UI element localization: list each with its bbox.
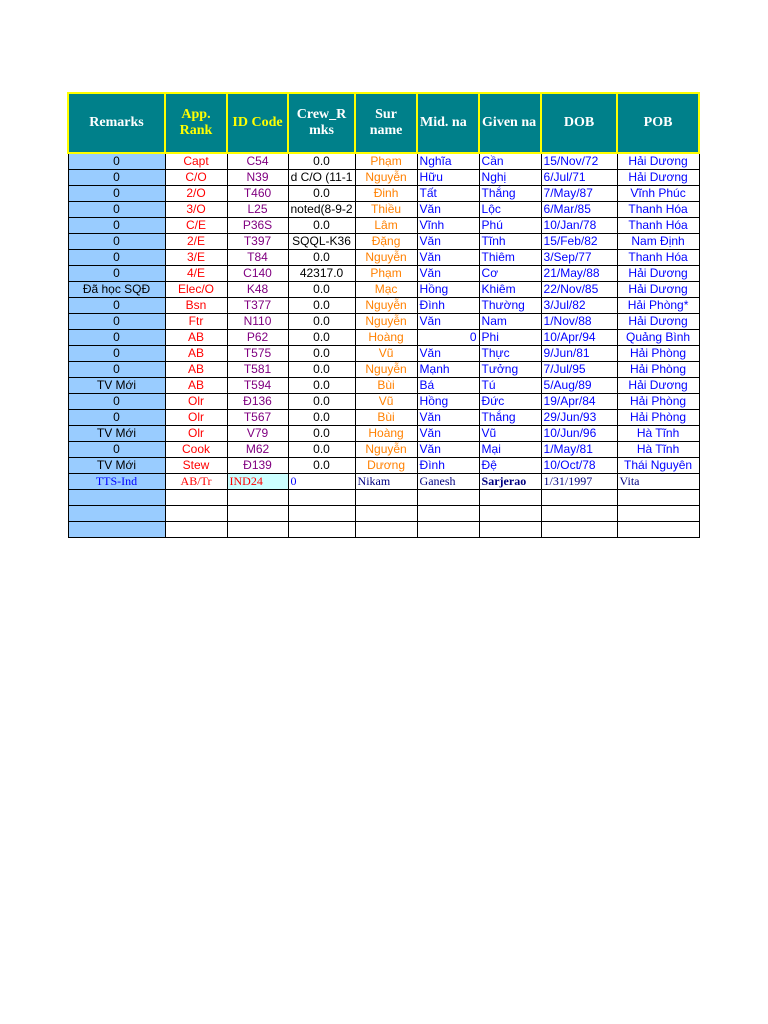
- remarks-cell[interactable]: 0: [68, 170, 165, 186]
- crew-row: [68, 378, 699, 394]
- surname-cell[interactable]: Nguyễn: [355, 362, 417, 378]
- rank-cell[interactable]: 3/O: [165, 202, 227, 218]
- middle-name-cell[interactable]: 0: [417, 330, 479, 346]
- empty-row: [68, 506, 699, 522]
- remarks-cell[interactable]: 0: [68, 346, 165, 362]
- id-code-cell[interactable]: T397: [227, 234, 288, 250]
- id-code-cell[interactable]: T460: [227, 186, 288, 202]
- surname-cell[interactable]: Nguyễn: [355, 442, 417, 458]
- dob-cell[interactable]: 15/Nov/72: [541, 153, 617, 170]
- crew-remarks-cell[interactable]: 0.0: [288, 394, 355, 410]
- crew-row: [68, 330, 699, 346]
- crew-remarks-cell[interactable]: 0.0: [288, 442, 355, 458]
- dob-cell[interactable]: 22/Nov/85: [541, 282, 617, 298]
- middle-name-cell[interactable]: Bá: [417, 378, 479, 394]
- middle-name-cell[interactable]: Vĩnh: [417, 218, 479, 234]
- given-name-cell[interactable]: Mại: [479, 442, 541, 458]
- given-name-cell[interactable]: Cần: [479, 153, 541, 170]
- given-name-cell[interactable]: Nam: [479, 314, 541, 330]
- dob-cell[interactable]: 10/Jan/78: [541, 218, 617, 234]
- rank-cell[interactable]: 2/E: [165, 234, 227, 250]
- dob-cell[interactable]: 3/Jul/82: [541, 298, 617, 314]
- surname-cell[interactable]: Thiều: [355, 202, 417, 218]
- trainee-pob[interactable]: Vita: [617, 474, 699, 490]
- empty-cell[interactable]: [479, 522, 541, 538]
- crew-remarks-cell[interactable]: 0.0: [288, 298, 355, 314]
- id-code-cell[interactable]: Đ136: [227, 394, 288, 410]
- surname-cell[interactable]: Hoàng: [355, 330, 417, 346]
- middle-name-cell[interactable]: Mạnh: [417, 362, 479, 378]
- trainee-given-name[interactable]: Sarjerao: [479, 474, 541, 490]
- surname-cell[interactable]: Vũ: [355, 346, 417, 362]
- middle-name-cell[interactable]: Văn: [417, 202, 479, 218]
- rank-cell[interactable]: AB: [165, 362, 227, 378]
- dob-cell[interactable]: 5/Aug/89: [541, 378, 617, 394]
- crew-row: [68, 298, 699, 314]
- surname-cell[interactable]: Hoàng: [355, 426, 417, 442]
- trainee-remarks[interactable]: TTS-Ind: [68, 474, 165, 490]
- remarks-cell[interactable]: 0: [68, 250, 165, 266]
- crew-row: [68, 426, 699, 442]
- crew-row: [68, 314, 699, 330]
- crew-row: [68, 266, 699, 282]
- header-given-name[interactable]: Given na: [479, 93, 541, 153]
- id-code-cell[interactable]: N39: [227, 170, 288, 186]
- given-name-cell[interactable]: Vũ: [479, 426, 541, 442]
- crew-remarks-cell[interactable]: d C/O (11-1: [288, 170, 355, 186]
- header-middle-name[interactable]: Mid. na: [417, 93, 479, 153]
- pob-cell[interactable]: Hà Tĩnh: [617, 426, 699, 442]
- remarks-cell[interactable]: 0: [68, 442, 165, 458]
- middle-name-cell[interactable]: Hồng: [417, 394, 479, 410]
- empty-row: [68, 522, 699, 538]
- remarks-cell[interactable]: TV Mới: [68, 458, 165, 474]
- given-name-cell[interactable]: Nghị: [479, 170, 541, 186]
- crew-row: [68, 442, 699, 458]
- remarks-cell[interactable]: 0: [68, 394, 165, 410]
- crew-row: [68, 234, 699, 250]
- id-code-cell[interactable]: C54: [227, 153, 288, 170]
- surname-cell[interactable]: Phạm: [355, 266, 417, 282]
- remarks-cell[interactable]: 0: [68, 314, 165, 330]
- pob-cell[interactable]: Vĩnh Phúc: [617, 186, 699, 202]
- trainee-row: [68, 474, 699, 490]
- given-name-cell[interactable]: Đức: [479, 394, 541, 410]
- remarks-cell[interactable]: 0: [68, 186, 165, 202]
- crew-row: [68, 153, 699, 170]
- given-name-cell[interactable]: Thắng: [479, 410, 541, 426]
- middle-name-cell[interactable]: Đình: [417, 298, 479, 314]
- id-code-cell[interactable]: Đ139: [227, 458, 288, 474]
- given-name-cell[interactable]: Thắng: [479, 186, 541, 202]
- dob-cell[interactable]: 10/Jun/96: [541, 426, 617, 442]
- id-code-cell[interactable]: L25: [227, 202, 288, 218]
- pob-cell[interactable]: Thanh Hóa: [617, 218, 699, 234]
- middle-name-cell[interactable]: Văn: [417, 250, 479, 266]
- dob-cell[interactable]: 7/Jul/95: [541, 362, 617, 378]
- empty-cell[interactable]: [479, 506, 541, 522]
- crew-remarks-cell[interactable]: 0.0: [288, 410, 355, 426]
- empty-cell[interactable]: [479, 490, 541, 506]
- remarks-cell[interactable]: 0: [68, 298, 165, 314]
- surname-cell[interactable]: Nguyễn: [355, 170, 417, 186]
- crew-remarks-cell[interactable]: 0.0: [288, 458, 355, 474]
- remarks-cell[interactable]: 0: [68, 218, 165, 234]
- empty-cell[interactable]: [227, 506, 288, 522]
- remarks-cell[interactable]: 0: [68, 234, 165, 250]
- empty-cell[interactable]: [288, 522, 355, 538]
- rank-cell[interactable]: Olr: [165, 394, 227, 410]
- pob-cell[interactable]: Nam Định: [617, 234, 699, 250]
- middle-name-cell[interactable]: Văn: [417, 346, 479, 362]
- rank-cell[interactable]: Olr: [165, 426, 227, 442]
- empty-cell[interactable]: [617, 490, 699, 506]
- rank-cell[interactable]: Olr: [165, 410, 227, 426]
- header-remarks[interactable]: Remarks: [68, 93, 165, 153]
- empty-cell[interactable]: [288, 506, 355, 522]
- crew-row: [68, 394, 699, 410]
- header-dob[interactable]: DOB: [541, 93, 617, 153]
- dob-cell[interactable]: 9/Jun/81: [541, 346, 617, 362]
- middle-name-cell[interactable]: Tất: [417, 186, 479, 202]
- id-code-cell[interactable]: K48: [227, 282, 288, 298]
- empty-cell[interactable]: [68, 506, 165, 522]
- rank-cell[interactable]: Stew: [165, 458, 227, 474]
- pob-cell[interactable]: Hải Dương: [617, 266, 699, 282]
- dob-cell[interactable]: 10/Oct/78: [541, 458, 617, 474]
- pob-cell[interactable]: Hải Dương: [617, 378, 699, 394]
- id-code-cell[interactable]: C140: [227, 266, 288, 282]
- empty-cell[interactable]: [541, 490, 617, 506]
- rank-cell[interactable]: 3/E: [165, 250, 227, 266]
- surname-cell[interactable]: Bùi: [355, 410, 417, 426]
- pob-cell[interactable]: Quảng Bình: [617, 330, 699, 346]
- surname-cell[interactable]: Lâm: [355, 218, 417, 234]
- pob-cell[interactable]: Thanh Hóa: [617, 202, 699, 218]
- crew-remarks-cell[interactable]: noted(8-9-2: [288, 202, 355, 218]
- crew-remarks-cell[interactable]: 0.0: [288, 153, 355, 170]
- rank-cell[interactable]: Elec/O: [165, 282, 227, 298]
- empty-cell[interactable]: [165, 522, 227, 538]
- id-code-cell[interactable]: P62: [227, 330, 288, 346]
- pob-cell[interactable]: Hải Phòng: [617, 346, 699, 362]
- crew-remarks-cell[interactable]: 0.0: [288, 186, 355, 202]
- empty-cell[interactable]: [417, 522, 479, 538]
- trainee-dob[interactable]: 1/31/1997: [541, 474, 617, 490]
- given-name-cell[interactable]: Tú: [479, 378, 541, 394]
- rank-cell[interactable]: AB: [165, 346, 227, 362]
- remarks-cell[interactable]: 0: [68, 362, 165, 378]
- empty-cell[interactable]: [541, 506, 617, 522]
- crew-row: [68, 282, 699, 298]
- given-name-cell[interactable]: Lộc: [479, 202, 541, 218]
- empty-cell[interactable]: [617, 522, 699, 538]
- given-name-cell[interactable]: Phi: [479, 330, 541, 346]
- pob-cell[interactable]: Thanh Hóa: [617, 250, 699, 266]
- crew-row: [68, 362, 699, 378]
- crew-remarks-cell[interactable]: 0.0: [288, 378, 355, 394]
- dob-cell[interactable]: 6/Jul/71: [541, 170, 617, 186]
- pob-cell[interactable]: Hải Dương: [617, 282, 699, 298]
- trainee-rank[interactable]: AB/Tr: [165, 474, 227, 490]
- given-name-cell[interactable]: Tưởng: [479, 362, 541, 378]
- empty-cell[interactable]: [417, 490, 479, 506]
- middle-name-cell[interactable]: Hữu: [417, 170, 479, 186]
- id-code-cell[interactable]: N110: [227, 314, 288, 330]
- rank-cell[interactable]: Cook: [165, 442, 227, 458]
- crew-remarks-cell[interactable]: 0.0: [288, 218, 355, 234]
- surname-cell[interactable]: Dương: [355, 458, 417, 474]
- crew-remarks-cell[interactable]: SQQL-K36: [288, 234, 355, 250]
- rank-cell[interactable]: C/E: [165, 218, 227, 234]
- rank-cell[interactable]: C/O: [165, 170, 227, 186]
- trainee-id-code[interactable]: IND24: [227, 474, 288, 490]
- remarks-cell[interactable]: TV Mới: [68, 426, 165, 442]
- id-code-cell[interactable]: P36S: [227, 218, 288, 234]
- crew-rows: [68, 153, 699, 538]
- id-code-cell[interactable]: T581: [227, 362, 288, 378]
- empty-cell[interactable]: [617, 506, 699, 522]
- crew-remarks-cell[interactable]: 0.0: [288, 362, 355, 378]
- rank-cell[interactable]: AB: [165, 378, 227, 394]
- trainee-middle-name[interactable]: Ganesh: [417, 474, 479, 490]
- id-code-cell[interactable]: V79: [227, 426, 288, 442]
- id-code-cell[interactable]: T377: [227, 298, 288, 314]
- surname-cell[interactable]: Bùi: [355, 378, 417, 394]
- id-code-cell[interactable]: T575: [227, 346, 288, 362]
- empty-cell[interactable]: [288, 490, 355, 506]
- pob-cell[interactable]: Hà Tĩnh: [617, 442, 699, 458]
- crew-row: [68, 202, 699, 218]
- remarks-cell[interactable]: 0: [68, 202, 165, 218]
- given-name-cell[interactable]: Tĩnh: [479, 234, 541, 250]
- surname-cell[interactable]: Mạc: [355, 282, 417, 298]
- header-crew-remarks[interactable]: Crew_R mks: [288, 93, 355, 153]
- empty-cell[interactable]: [541, 522, 617, 538]
- crew-row: [68, 170, 699, 186]
- rank-cell[interactable]: 4/E: [165, 266, 227, 282]
- crew-row: [68, 458, 699, 474]
- middle-name-cell[interactable]: Văn: [417, 234, 479, 250]
- remarks-cell[interactable]: 0: [68, 153, 165, 170]
- crew-row: [68, 346, 699, 362]
- crew-list-table: [67, 92, 700, 538]
- crew-remarks-cell[interactable]: 0.0: [288, 314, 355, 330]
- dob-cell[interactable]: 7/May/87: [541, 186, 617, 202]
- middle-name-cell[interactable]: Nghĩa: [417, 153, 479, 170]
- crew-row: [68, 250, 699, 266]
- given-name-cell[interactable]: Thực: [479, 346, 541, 362]
- surname-cell[interactable]: Nguyễn: [355, 298, 417, 314]
- remarks-cell[interactable]: TV Mới: [68, 378, 165, 394]
- crew-remarks-cell[interactable]: 0.0: [288, 250, 355, 266]
- given-name-cell[interactable]: Đệ: [479, 458, 541, 474]
- empty-cell[interactable]: [417, 506, 479, 522]
- middle-name-cell[interactable]: Văn: [417, 410, 479, 426]
- pob-cell[interactable]: Hải Phòng: [617, 362, 699, 378]
- middle-name-cell[interactable]: Văn: [417, 266, 479, 282]
- dob-cell[interactable]: 1/Nov/88: [541, 314, 617, 330]
- dob-cell[interactable]: 1/May/81: [541, 442, 617, 458]
- empty-cell[interactable]: [227, 490, 288, 506]
- surname-cell[interactable]: Phạm: [355, 153, 417, 170]
- header-app-rank[interactable]: App. Rank: [165, 93, 227, 153]
- crew-remarks-cell[interactable]: 0.0: [288, 426, 355, 442]
- given-name-cell[interactable]: Thiêm: [479, 250, 541, 266]
- empty-cell[interactable]: [355, 490, 417, 506]
- surname-cell[interactable]: Nguyễn: [355, 314, 417, 330]
- middle-name-cell[interactable]: Hồng: [417, 282, 479, 298]
- empty-row: [68, 490, 699, 506]
- given-name-cell[interactable]: Khiêm: [479, 282, 541, 298]
- surname-cell[interactable]: Vũ: [355, 394, 417, 410]
- rank-cell[interactable]: Ftr: [165, 314, 227, 330]
- remarks-cell[interactable]: 0: [68, 410, 165, 426]
- empty-cell[interactable]: [68, 522, 165, 538]
- header-id-code[interactable]: ID Code: [227, 93, 288, 153]
- dob-cell[interactable]: 29/Jun/93: [541, 410, 617, 426]
- empty-cell[interactable]: [227, 522, 288, 538]
- dob-cell[interactable]: 15/Feb/82: [541, 234, 617, 250]
- given-name-cell[interactable]: Phú: [479, 218, 541, 234]
- rank-cell[interactable]: 2/O: [165, 186, 227, 202]
- header-surname[interactable]: Sur name: [355, 93, 417, 153]
- given-name-cell[interactable]: Thường: [479, 298, 541, 314]
- empty-cell[interactable]: [355, 506, 417, 522]
- rank-cell[interactable]: Capt: [165, 153, 227, 170]
- dob-cell[interactable]: 6/Mar/85: [541, 202, 617, 218]
- header-pob[interactable]: POB: [617, 93, 699, 153]
- pob-cell[interactable]: Hải Dương: [617, 170, 699, 186]
- trainee-surname[interactable]: Nikam: [355, 474, 417, 490]
- pob-cell[interactable]: Hải Phòng: [617, 410, 699, 426]
- middle-name-cell[interactable]: Văn: [417, 426, 479, 442]
- crew-row: [68, 186, 699, 202]
- pob-cell[interactable]: Thái Nguyên: [617, 458, 699, 474]
- pob-cell[interactable]: Hải Phòng: [617, 394, 699, 410]
- rank-cell[interactable]: AB: [165, 330, 227, 346]
- pob-cell[interactable]: Hải Dương: [617, 314, 699, 330]
- remarks-cell[interactable]: 0: [68, 266, 165, 282]
- remarks-cell[interactable]: Đã học SQĐ: [68, 282, 165, 298]
- crew-remarks-cell[interactable]: 42317.0: [288, 266, 355, 282]
- crew-remarks-cell[interactable]: 0.0: [288, 346, 355, 362]
- id-code-cell[interactable]: T594: [227, 378, 288, 394]
- crew-row: [68, 410, 699, 426]
- empty-cell[interactable]: [165, 490, 227, 506]
- crew-remarks-cell[interactable]: 0.0: [288, 330, 355, 346]
- surname-cell[interactable]: Đặng: [355, 234, 417, 250]
- middle-name-cell[interactable]: Văn: [417, 314, 479, 330]
- empty-cell[interactable]: [355, 522, 417, 538]
- empty-cell[interactable]: [68, 490, 165, 506]
- id-code-cell[interactable]: M62: [227, 442, 288, 458]
- remarks-cell[interactable]: 0: [68, 330, 165, 346]
- header-row: [68, 93, 699, 153]
- id-code-cell[interactable]: T84: [227, 250, 288, 266]
- middle-name-cell[interactable]: Văn: [417, 442, 479, 458]
- surname-cell[interactable]: Đinh: [355, 186, 417, 202]
- surname-cell[interactable]: Nguyễn: [355, 250, 417, 266]
- trainee-crew-remarks[interactable]: 0: [288, 474, 355, 490]
- id-code-cell[interactable]: T567: [227, 410, 288, 426]
- crew-row: [68, 218, 699, 234]
- dob-cell[interactable]: 10/Apr/94: [541, 330, 617, 346]
- dob-cell[interactable]: 21/May/88: [541, 266, 617, 282]
- middle-name-cell[interactable]: Đình: [417, 458, 479, 474]
- empty-cell[interactable]: [165, 506, 227, 522]
- given-name-cell[interactable]: Cơ: [479, 266, 541, 282]
- pob-cell[interactable]: Hải Dương: [617, 153, 699, 170]
- rank-cell[interactable]: Bsn: [165, 298, 227, 314]
- crew-remarks-cell[interactable]: 0.0: [288, 282, 355, 298]
- pob-cell[interactable]: Hải Phòng*: [617, 298, 699, 314]
- dob-cell[interactable]: 3/Sep/77: [541, 250, 617, 266]
- dob-cell[interactable]: 19/Apr/84: [541, 394, 617, 410]
